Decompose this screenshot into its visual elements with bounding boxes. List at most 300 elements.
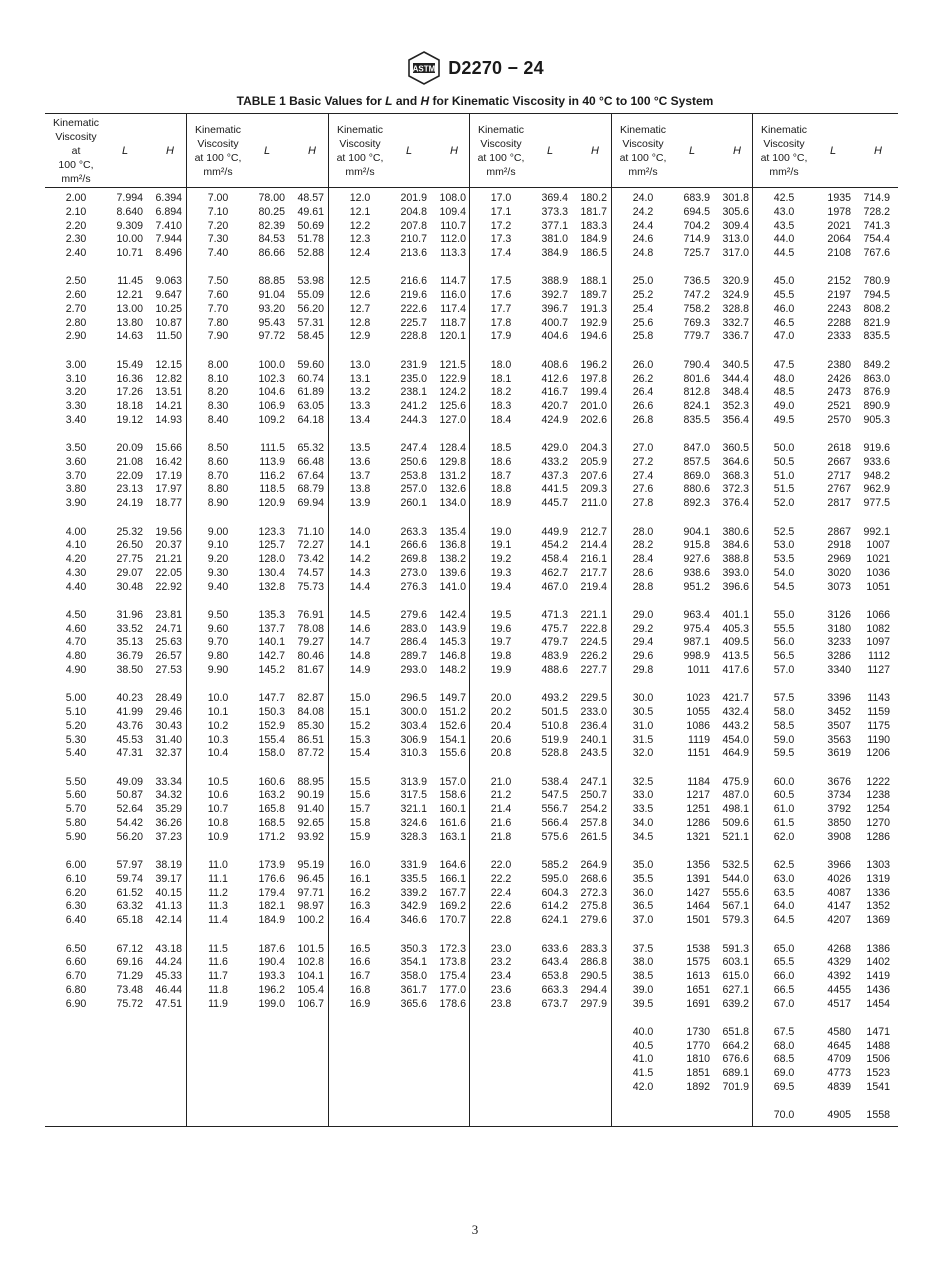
table-row [612, 539, 753, 553]
l-value-cell: 190.4 [258, 956, 285, 969]
h-value-cell: 97.71 [297, 886, 324, 899]
table-row [612, 956, 753, 970]
viscosity-cell: 58.5 [773, 719, 795, 732]
viscosity-cell: 57.5 [773, 692, 795, 705]
viscosity-cell: 46.0 [773, 302, 795, 315]
table-row [187, 817, 329, 831]
table-row [187, 664, 329, 678]
table-row [753, 747, 899, 761]
viscosity-cell: 12.1 [349, 205, 371, 218]
viscosity-cell: 42.0 [632, 1080, 654, 1093]
table-row [612, 220, 753, 234]
viscosity-cell: 6.40 [65, 914, 87, 927]
viscosity-cell: 8.70 [207, 469, 229, 482]
row-group [753, 359, 899, 442]
l-value-cell: 293.0 [400, 663, 427, 676]
l-value-cell: 25.32 [116, 525, 143, 538]
table-row [612, 914, 753, 928]
table-row [753, 943, 899, 957]
h-value-cell: 29.46 [155, 706, 182, 719]
l-value-cell: 1538 [686, 942, 710, 955]
l-value-cell: 187.6 [258, 942, 285, 955]
viscosity-cell: 6.60 [65, 956, 87, 969]
table-row [753, 414, 899, 428]
viscosity-cell: 26.6 [632, 400, 654, 413]
l-value-cell: 1613 [686, 970, 710, 983]
viscosity-cell: 9.60 [207, 622, 229, 635]
h-value-cell: 676.6 [722, 1053, 749, 1066]
table-row [187, 233, 329, 247]
viscosity-cell: 10.8 [207, 816, 229, 829]
viscosity-cell: 40.5 [632, 1039, 654, 1052]
h-value-cell: 197.8 [580, 372, 607, 385]
table-row [612, 776, 753, 790]
viscosity-cell: 10.4 [207, 747, 229, 760]
h-value-cell: 356.4 [722, 413, 749, 426]
viscosity-cell: 33.0 [632, 789, 654, 802]
h-value-cell: 336.7 [722, 330, 749, 343]
h-value-cell: 863.0 [863, 372, 890, 385]
viscosity-cell: 24.8 [632, 247, 654, 259]
h-value-cell: 188.1 [580, 275, 607, 288]
document-header [0, 48, 950, 88]
l-value-cell: 19.12 [116, 413, 143, 426]
l-value-cell: 306.9 [400, 733, 427, 746]
table-row [753, 470, 899, 484]
h-value-cell: 396.6 [722, 580, 749, 593]
table-row [612, 873, 753, 887]
h-value-cell: 30.43 [155, 719, 182, 732]
logo-text: ASTM [412, 64, 436, 74]
h-value-cell: 364.6 [722, 455, 749, 468]
h-value-cell: 227.7 [580, 663, 607, 676]
l-value-cell: 111.5 [260, 442, 285, 455]
h-value-cell: 189.7 [580, 289, 607, 302]
row-group [470, 943, 612, 1026]
table-row [470, 567, 612, 581]
h-value-cell: 1436 [866, 983, 890, 996]
table-row [187, 623, 329, 637]
l-value-cell: 339.2 [400, 886, 427, 899]
viscosity-cell: 52.0 [773, 497, 795, 510]
viscosity-cell: 14.1 [349, 539, 371, 552]
table-row [329, 539, 470, 553]
l-value-cell: 556.7 [541, 803, 568, 816]
h-value-cell: 261.5 [580, 830, 607, 843]
table-row [187, 539, 329, 553]
table-row [612, 970, 753, 984]
h-value-cell: 36.26 [155, 816, 182, 829]
viscosity-cell: 45.0 [773, 275, 795, 288]
row-group [329, 192, 470, 275]
viscosity-cell: 27.6 [632, 483, 654, 496]
table-row [45, 664, 186, 678]
h-value-cell: 243.5 [580, 747, 607, 760]
l-value-cell: 97.72 [258, 330, 285, 343]
kinematic-viscosity-header [329, 123, 391, 179]
l-value-cell: 2918 [827, 539, 851, 552]
table-row [612, 1040, 753, 1054]
viscosity-cell: 12.7 [349, 302, 371, 315]
table-row [753, 330, 899, 344]
table-row [753, 386, 899, 400]
l-value-cell: 369.4 [541, 192, 568, 204]
h-value-cell: 1143 [867, 692, 890, 705]
l-value-cell: 2380 [827, 358, 851, 371]
l-value-cell: 416.7 [541, 386, 568, 399]
h-value-cell: 11.50 [156, 330, 182, 343]
h-value-cell: 22.05 [155, 566, 182, 579]
h-value-cell: 1206 [866, 747, 890, 760]
header-line: Viscosity [55, 130, 97, 143]
table-row [329, 275, 470, 289]
table-row [470, 359, 612, 373]
h-value-cell: 196.2 [580, 358, 607, 371]
l-value-cell: 704.2 [683, 219, 710, 232]
h-value-cell: 279.6 [580, 914, 607, 927]
l-value-cell: 160.6 [258, 775, 285, 788]
table-row [45, 456, 186, 470]
l-value-cell: 4455 [827, 983, 851, 996]
h-value-cell: 43.18 [155, 942, 182, 955]
l-value-cell: 3180 [827, 622, 851, 635]
viscosity-cell: 13.6 [349, 455, 371, 468]
table-row [329, 859, 470, 873]
l-value-cell: 547.5 [541, 789, 568, 802]
l-value-cell: 2197 [827, 289, 851, 302]
viscosity-cell: 11.1 [208, 872, 228, 885]
table-row [45, 330, 186, 344]
viscosity-cell: 14.6 [349, 622, 371, 635]
l-value-cell: 566.4 [541, 816, 568, 829]
table-row [470, 998, 612, 1012]
viscosity-cell: 4.10 [65, 539, 87, 552]
table-row [45, 400, 186, 414]
table-row [612, 720, 753, 734]
h-value-cell: 701.9 [722, 1080, 749, 1093]
l-value-cell: 1321 [686, 830, 710, 843]
table-row [187, 776, 329, 790]
row-group [45, 526, 186, 609]
viscosity-cell: 50.0 [773, 442, 795, 455]
l-value-cell: 1935 [827, 192, 851, 204]
l-value-cell: 219.6 [400, 289, 427, 302]
h-value-cell: 35.29 [155, 803, 182, 816]
table-row [470, 373, 612, 387]
viscosity-cell: 12.5 [349, 275, 371, 288]
viscosity-cell: 10.3 [207, 733, 229, 746]
h-value-cell: 835.5 [863, 330, 890, 343]
viscosity-cell: 8.30 [207, 400, 229, 413]
h-value-cell: 405.3 [722, 622, 749, 635]
l-value-cell: 4026 [827, 872, 851, 885]
viscosity-cell: 7.10 [207, 205, 229, 218]
l-value-cell: 273.0 [400, 566, 427, 579]
table-row [612, 831, 753, 845]
viscosity-cell: 22.8 [490, 914, 512, 927]
l-value-cell: 22.09 [116, 469, 143, 482]
table-row [470, 400, 612, 414]
l-value-cell: 904.1 [683, 525, 710, 538]
viscosity-cell: 9.50 [207, 608, 229, 621]
h-value-cell: 65.32 [297, 442, 324, 455]
l-value-cell: 1770 [686, 1039, 710, 1052]
table-row [753, 206, 899, 220]
h-value-cell: 615.0 [722, 970, 749, 983]
h-value-cell: 13.51 [155, 386, 182, 399]
h-value-cell: 794.5 [863, 289, 890, 302]
table-row [612, 247, 753, 261]
header-line: Viscosity [480, 137, 522, 150]
table-row [45, 567, 186, 581]
h-value-cell: 1222 [866, 775, 890, 788]
viscosity-cell: 4.40 [65, 580, 87, 593]
h-value-cell: 1159 [867, 706, 890, 719]
h-value-cell: 32.37 [155, 747, 182, 760]
table-row [753, 789, 899, 803]
kinematic-viscosity-header [45, 116, 107, 186]
viscosity-cell: 9.90 [207, 663, 229, 676]
h-value-cell: 1066 [866, 608, 890, 621]
l-value-cell: 2570 [827, 413, 851, 426]
table-panel [752, 114, 899, 1126]
viscosity-cell: 7.20 [207, 219, 229, 232]
viscosity-cell: 8.60 [207, 455, 229, 468]
h-value-cell: 58.45 [297, 330, 324, 343]
viscosity-cell: 29.4 [632, 636, 654, 649]
table-row [612, 456, 753, 470]
viscosity-cell: 23.8 [490, 997, 512, 1010]
h-value-cell: 167.7 [439, 886, 466, 899]
table-row [470, 497, 612, 511]
h-value-cell: 76.91 [297, 608, 324, 621]
h-value-cell: 1488 [866, 1039, 890, 1052]
table-row [612, 943, 753, 957]
h-header: H [450, 144, 458, 157]
table-row [45, 831, 186, 845]
table-row [45, 943, 186, 957]
table-row [753, 873, 899, 887]
table-row [45, 247, 186, 261]
table-row [753, 914, 899, 928]
viscosity-cell: 25.8 [632, 330, 654, 343]
l-value-cell: 3908 [827, 830, 851, 843]
viscosity-cell: 3.80 [65, 483, 87, 496]
row-group [329, 609, 470, 692]
l-value-cell: 13.80 [116, 316, 143, 329]
l-value-cell: 2969 [827, 553, 851, 566]
table-row [470, 859, 612, 873]
h-value-cell: 417.6 [722, 663, 749, 676]
table-row [753, 692, 899, 706]
l-value-cell: 257.0 [400, 483, 427, 496]
table-row [470, 289, 612, 303]
h-value-cell: 46.44 [155, 983, 182, 996]
table-row [329, 956, 470, 970]
table-row [187, 359, 329, 373]
table-row [470, 887, 612, 901]
viscosity-cell: 20.0 [490, 692, 512, 705]
l-value-cell: 408.6 [541, 358, 568, 371]
viscosity-cell: 25.2 [632, 289, 654, 302]
row-group [45, 943, 186, 1026]
table-row [753, 373, 899, 387]
l-value-cell: 747.2 [683, 289, 710, 302]
table-row [612, 859, 753, 873]
row-group [612, 442, 753, 525]
viscosity-cell: 12.6 [349, 289, 371, 302]
table-row [753, 317, 899, 331]
viscosity-cell: 19.9 [490, 663, 512, 676]
h-header: H [874, 144, 882, 157]
h-value-cell: 157.0 [439, 775, 466, 788]
row-group [187, 943, 329, 1026]
h-value-cell: 741.3 [863, 219, 890, 232]
l-value-cell: 1251 [686, 803, 710, 816]
l-value-cell: 614.2 [541, 900, 568, 913]
viscosity-cell: 10.9 [207, 830, 229, 843]
h-value-cell: 219.4 [580, 580, 607, 593]
table-row [470, 831, 612, 845]
table-row [45, 192, 186, 206]
viscosity-cell: 2.20 [65, 219, 87, 232]
table-row [470, 956, 612, 970]
table-body [470, 192, 612, 1026]
l-value-cell: 1286 [686, 816, 710, 829]
h-value-cell: 767.6 [863, 247, 890, 259]
row-group [470, 609, 612, 692]
h-value-cell: 1386 [866, 942, 890, 955]
viscosity-cell: 66.0 [773, 970, 795, 983]
h-value-cell: 110.7 [440, 219, 466, 232]
l-value-cell: 4773 [827, 1067, 851, 1080]
viscosity-cell: 26.8 [632, 413, 654, 426]
row-group [329, 776, 470, 859]
table-row [612, 747, 753, 761]
h-value-cell: 207.6 [580, 469, 607, 482]
header-line: Kinematic [760, 123, 808, 136]
h-header: H [308, 144, 316, 157]
h-value-cell: 48.57 [297, 192, 324, 204]
viscosity-cell: 8.20 [207, 386, 229, 399]
table-row [470, 734, 612, 748]
table-row [45, 206, 186, 220]
h-value-cell: 454.0 [722, 733, 749, 746]
viscosity-cell: 19.7 [490, 636, 512, 649]
l-value-cell: 253.8 [400, 469, 427, 482]
viscosity-cell: 13.4 [349, 413, 371, 426]
l-value-cell: 137.7 [258, 622, 285, 635]
viscosity-cell: 9.40 [207, 580, 229, 593]
l-value-cell: 40.23 [116, 692, 143, 705]
table-row [45, 289, 186, 303]
header-line: at 100 °C, [194, 151, 242, 164]
viscosity-cell: 6.90 [65, 997, 87, 1010]
h-value-cell: 121.5 [439, 358, 466, 371]
table-row [45, 720, 186, 734]
h-value-cell: 275.8 [580, 900, 607, 913]
table-row [329, 247, 470, 261]
l-value-cell: 1119 [688, 733, 710, 746]
l-value-cell: 263.3 [400, 525, 427, 538]
header-line: Viscosity [763, 137, 805, 150]
l-value-cell: 106.9 [258, 400, 285, 413]
h-value-cell: 109.4 [439, 205, 466, 218]
viscosity-cell: 14.4 [349, 580, 371, 593]
h-value-cell: 172.3 [439, 942, 466, 955]
h-value-cell: 38.19 [155, 859, 182, 872]
h-value-cell: 155.6 [439, 747, 466, 760]
h-value-cell: 138.2 [439, 553, 466, 566]
kinematic-viscosity-header [187, 123, 249, 179]
table-row [45, 623, 186, 637]
viscosity-cell: 13.8 [349, 483, 371, 496]
l-value-cell: 2521 [827, 400, 851, 413]
row-group [612, 776, 753, 859]
viscosity-cell: 38.0 [632, 956, 654, 969]
header-line: at 100 °C, [760, 151, 808, 164]
table-row [45, 359, 186, 373]
h-value-cell: 160.1 [439, 803, 466, 816]
l-value-cell: 714.9 [683, 233, 710, 246]
viscosity-cell: 15.9 [349, 830, 371, 843]
table-row [187, 859, 329, 873]
viscosity-cell: 49.5 [773, 413, 795, 426]
table-row [470, 970, 612, 984]
h-value-cell: 148.2 [439, 663, 466, 676]
viscosity-cell: 7.80 [207, 316, 229, 329]
h-value-cell: 201.0 [580, 400, 607, 413]
table-row [612, 483, 753, 497]
h-value-cell: 117.4 [440, 302, 466, 315]
l-value-cell: 758.2 [683, 302, 710, 315]
viscosity-cell: 35.0 [632, 859, 654, 872]
header-line: mm²/s [203, 165, 233, 178]
viscosity-cell: 8.90 [207, 497, 229, 510]
table-panel [45, 114, 186, 1126]
viscosity-table [45, 113, 898, 1127]
h-value-cell: 136.8 [439, 539, 466, 552]
l-value-cell: 1464 [686, 900, 710, 913]
h-value-cell: 1336 [866, 886, 890, 899]
table-row [470, 803, 612, 817]
l-value-cell: 12.21 [116, 289, 143, 302]
viscosity-cell: 19.2 [490, 553, 512, 566]
table-row [45, 706, 186, 720]
viscosity-cell: 54.0 [773, 566, 795, 579]
l-value-cell: 3286 [827, 650, 851, 663]
table-row [612, 803, 753, 817]
h-value-cell: 509.6 [722, 816, 749, 829]
h-value-cell: 178.6 [439, 997, 466, 1010]
l-value-cell: 2243 [827, 302, 851, 315]
h-value-cell: 124.2 [439, 386, 466, 399]
viscosity-cell: 8.80 [207, 483, 229, 496]
h-value-cell: 714.9 [863, 192, 890, 204]
l-value-cell: 467.0 [541, 580, 568, 593]
table-row [329, 581, 470, 595]
table-row [612, 317, 753, 331]
viscosity-cell: 4.20 [65, 553, 87, 566]
viscosity-cell: 32.5 [632, 775, 654, 788]
viscosity-cell: 12.4 [349, 247, 371, 259]
row-group [470, 692, 612, 775]
viscosity-cell: 14.7 [349, 636, 371, 649]
l-value-cell: 14.63 [116, 330, 143, 343]
viscosity-cell: 16.6 [349, 956, 371, 969]
h-value-cell: 169.2 [439, 900, 466, 913]
h-value-cell: 191.3 [580, 302, 607, 315]
